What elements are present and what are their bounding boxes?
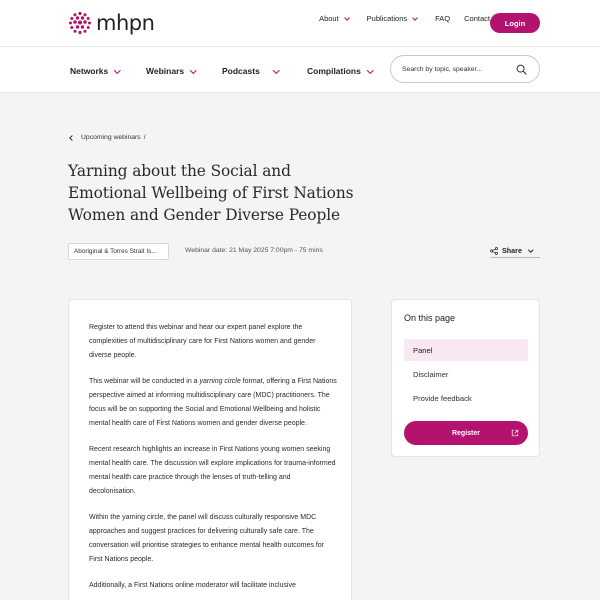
nav-podcasts-label: Podcasts bbox=[222, 66, 260, 76]
description-paragraph: Within the yarning circle, the panel will discuss culturally responsive MDC approaches and suggest practices for delivering culturally safe care. The conversation will prioritise strategies to enhance mental health outcomes for First Nations people. bbox=[89, 514, 325, 563]
external-link-icon bbox=[511, 429, 519, 437]
search-icon[interactable] bbox=[516, 64, 527, 75]
on-this-page-link-panel[interactable]: Panel bbox=[404, 339, 528, 361]
nav-publications[interactable] bbox=[367, 14, 417, 23]
description-paragraph: Additionally, a First Nations online moderator will facilitate inclusive bbox=[89, 582, 296, 589]
top-nav bbox=[301, 14, 490, 23]
emphasis-text: yarning circle bbox=[199, 378, 241, 385]
webinar-date: Webinar date: 21 May 2025 7:00pm - 75 mins bbox=[185, 247, 323, 254]
chevron-down-icon bbox=[412, 15, 418, 21]
page-title: Yarning about the Social and Emotional Wellbeing of First Nations Women and Gender Diverse People bbox=[68, 162, 354, 224]
secondary-nav bbox=[0, 47, 600, 93]
logo-dots-icon bbox=[68, 11, 92, 35]
breadcrumb bbox=[70, 134, 146, 141]
on-this-page-link-disclaimer[interactable]: Disclaimer bbox=[413, 370, 449, 379]
description-paragraph bbox=[89, 375, 337, 431]
top-header bbox=[0, 0, 600, 47]
search-box bbox=[390, 55, 540, 83]
on-this-page-title: On this page bbox=[404, 313, 456, 323]
chevron-down-icon bbox=[528, 247, 533, 252]
nav-podcasts[interactable] bbox=[222, 66, 278, 76]
nav-about-label: About bbox=[319, 14, 339, 23]
chevron-left-icon[interactable] bbox=[69, 135, 75, 141]
on-this-page-link-provide-feedback[interactable]: Provide feedback bbox=[413, 394, 472, 403]
webinar-description-card bbox=[68, 299, 352, 600]
nav-faq-label: FAQ bbox=[435, 14, 451, 23]
logo-text: mhpn bbox=[96, 11, 155, 35]
description-paragraph: Recent research highlights an increase in First Nations young women seeking mental health care. The discussion will explore implications for trauma-informed mental health care practice through the lenses of truth-telling and decolonisation. bbox=[89, 446, 336, 495]
category-tag[interactable]: Aboriginal & Torres Strait Is... bbox=[68, 243, 169, 260]
nav-faq[interactable] bbox=[435, 14, 450, 23]
breadcrumb-separator: / bbox=[143, 134, 146, 141]
nav-webinars[interactable] bbox=[146, 66, 196, 76]
description-paragraph: Register to attend this webinar and hear our expert panel explore the complexities of multidisciplinary care for First Nations women and gender diverse people. bbox=[89, 324, 316, 359]
share-icon bbox=[490, 247, 498, 255]
search-input[interactable] bbox=[402, 63, 512, 75]
nav-compilations-label: Compilations bbox=[307, 66, 361, 76]
nav-contact-label: Contact bbox=[464, 14, 490, 23]
nav-webinars-label: Webinars bbox=[146, 66, 185, 76]
nav-compilations[interactable] bbox=[307, 66, 372, 76]
register-label: Register bbox=[451, 429, 480, 437]
mhpn-logo[interactable] bbox=[68, 11, 154, 35]
paragraph-text: This webinar will be conducted in a bbox=[89, 378, 200, 385]
nav-networks[interactable] bbox=[70, 66, 120, 76]
login-button[interactable]: Login bbox=[490, 13, 540, 33]
paragraph-text: format, offering a First Nations perspective aimed at informing multidisciplinary care (MDC) practitioners. The focus will be on supporting the Social and Emotional Wellbeing and holistic mental health care of First Nations women and gender diverse people. bbox=[89, 378, 337, 427]
share-label: Share bbox=[502, 246, 522, 255]
chevron-down-icon bbox=[344, 15, 350, 21]
share-button[interactable] bbox=[490, 244, 540, 258]
register-button[interactable] bbox=[404, 421, 528, 445]
chevron-down-icon bbox=[190, 67, 196, 73]
chevron-down-icon bbox=[367, 67, 373, 73]
chevron-down-icon bbox=[273, 67, 279, 73]
chevron-down-icon bbox=[114, 67, 120, 73]
nav-about[interactable] bbox=[319, 14, 349, 23]
webinar-description bbox=[89, 321, 337, 600]
nav-networks-label: Networks bbox=[70, 66, 109, 76]
nav-contact[interactable] bbox=[464, 14, 490, 23]
on-this-page-card bbox=[391, 299, 540, 457]
nav-publications-label: Publications bbox=[366, 14, 408, 23]
breadcrumb-link-upcoming-webinars[interactable]: Upcoming webinars bbox=[81, 134, 141, 141]
